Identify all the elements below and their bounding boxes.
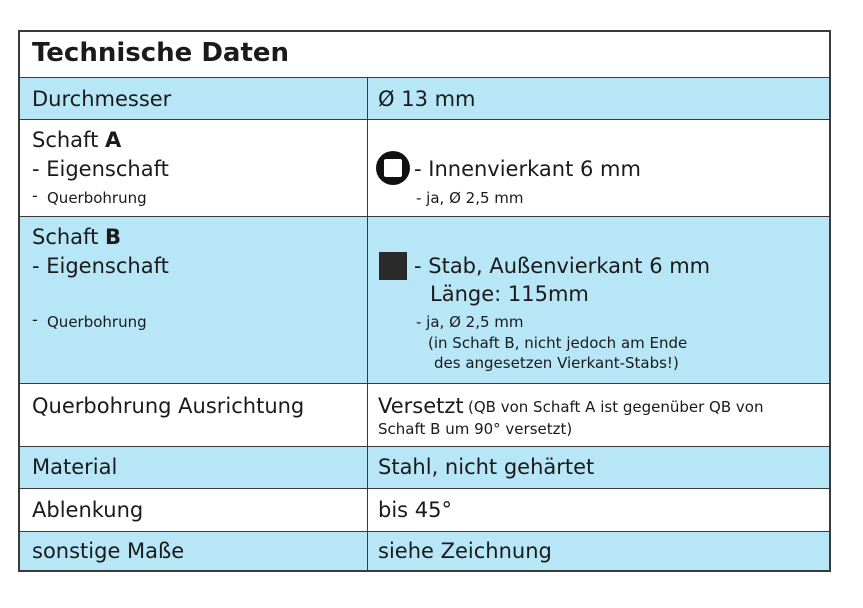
value-schaft-b-note-1: (in Schaft B, nicht jedoch am Ende <box>428 334 688 352</box>
label-schaft-a <box>32 128 121 152</box>
value-ausrichtung-note-1: (QB von Schaft A ist gegenüber QB von <box>468 398 764 416</box>
row-material <box>20 446 829 488</box>
value-schaft-a-eigenschaft: - Innenvierkant 6 mm <box>414 157 641 181</box>
value-masse: siehe Zeichnung <box>378 539 552 563</box>
solid-square-icon <box>379 252 407 280</box>
label-durchmesser: Durchmesser <box>32 87 172 111</box>
row-durchmesser <box>20 77 829 119</box>
row-ablenkung <box>20 488 829 531</box>
label-schaft-b-letter: B <box>105 225 122 249</box>
value-ausrichtung-note-2: Schaft B um 90° versetzt) <box>378 420 573 438</box>
value-durchmesser: Ø 13 mm <box>378 87 476 111</box>
value-schaft-b-eigenschaft: - Stab, Außenvierkant 6 mm <box>414 254 711 278</box>
label-schaft-b-querbohrung-dash: - <box>32 310 38 329</box>
label-material: Material <box>32 455 118 479</box>
value-schaft-a-querbohrung: - ja, Ø 2,5 mm <box>416 189 524 207</box>
value-ausrichtung: Versetzt <box>378 394 464 418</box>
label-schaft-a-querbohrung: Querbohrung <box>47 189 147 207</box>
label-schaft-b <box>32 225 121 249</box>
value-schaft-b-note-2: des angesetzen Vierkant-Stabs!) <box>434 354 679 372</box>
label-masse: sonstige Maße <box>32 539 185 563</box>
label-schaft-a-prefix: Schaft <box>32 128 105 152</box>
label-ausrichtung: Querbohrung Ausrichtung <box>32 394 305 418</box>
table-header <box>20 32 829 77</box>
label-schaft-a-querbohrung-dash: - <box>32 186 38 205</box>
technical-data-table <box>18 30 831 572</box>
table-title: Technische Daten <box>32 38 290 68</box>
label-ablenkung: Ablenkung <box>32 498 144 522</box>
row-schaft-b <box>20 216 829 383</box>
value-schaft-b-querbohrung: - ja, Ø 2,5 mm <box>416 313 524 331</box>
label-schaft-b-querbohrung: Querbohrung <box>47 313 147 331</box>
label-schaft-b-eigenschaft: - Eigenschaft <box>32 254 169 278</box>
hollow-square-icon <box>376 151 410 185</box>
row-masse <box>20 531 829 570</box>
label-schaft-b-prefix: Schaft <box>32 225 105 249</box>
value-schaft-b-laenge: Länge: 115mm <box>430 282 589 306</box>
row-ausrichtung <box>20 383 829 446</box>
label-schaft-a-eigenschaft: - Eigenschaft <box>32 157 169 181</box>
value-material: Stahl, nicht gehärtet <box>378 455 595 479</box>
value-ablenkung: bis 45° <box>378 498 453 522</box>
row-schaft-a <box>20 119 829 216</box>
label-schaft-a-letter: A <box>105 128 122 152</box>
